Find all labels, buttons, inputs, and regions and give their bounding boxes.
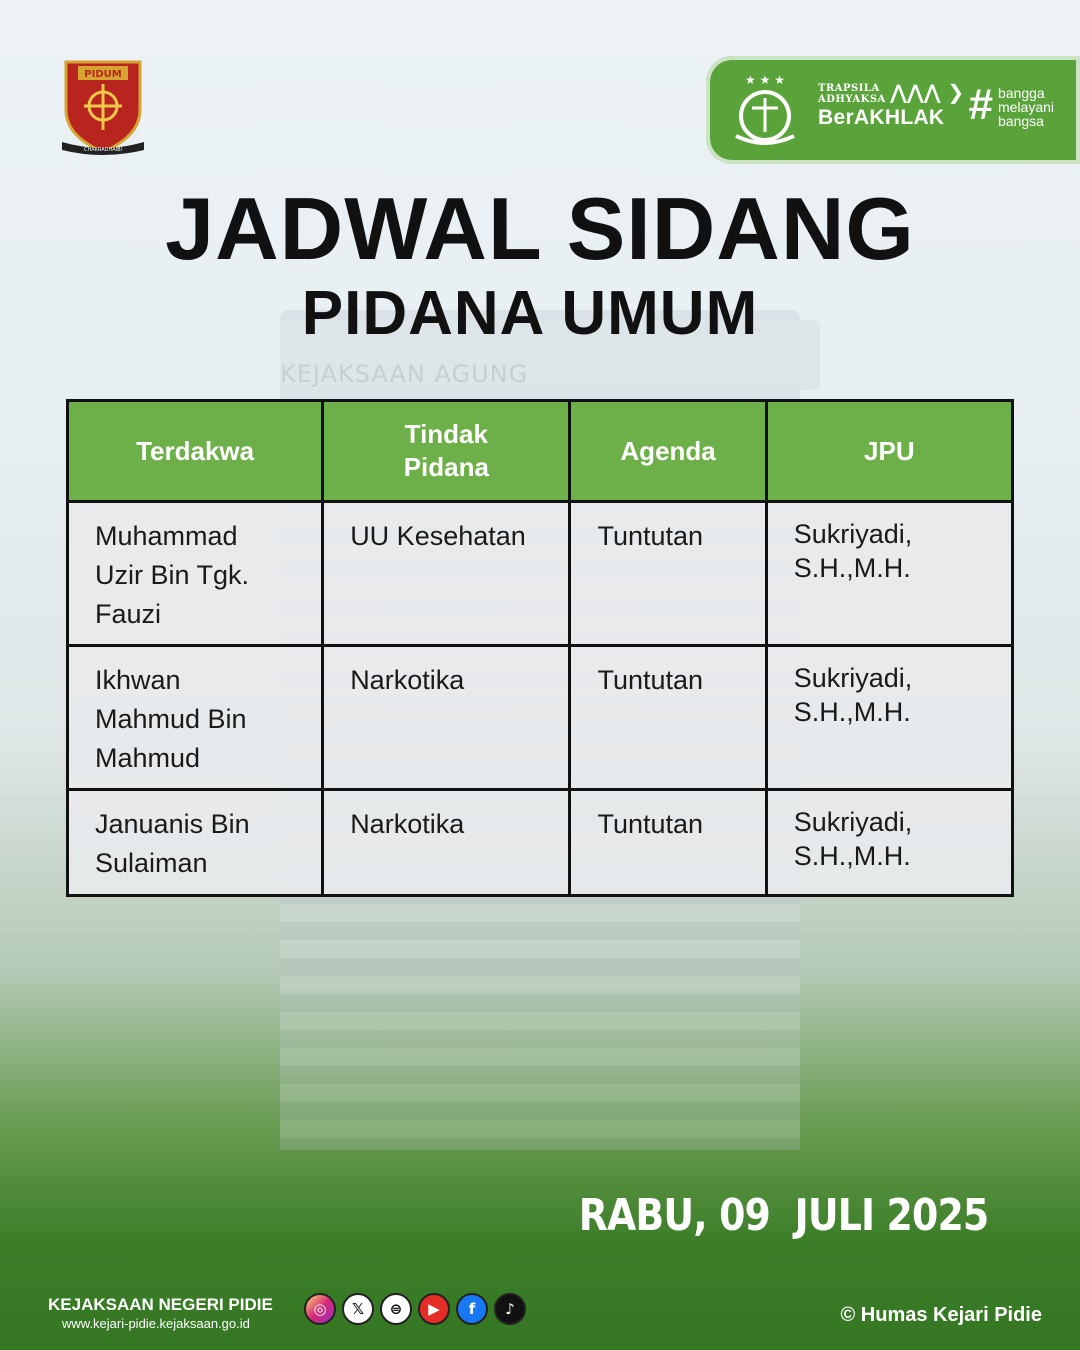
cell-agenda: Tuntutan <box>570 646 766 790</box>
column-header-terdakwa: Terdakwa <box>68 401 323 502</box>
badge-trapsila-text <box>818 83 886 105</box>
pidum-logo-banner: CHAKRADHAIBI <box>83 147 123 153</box>
instagram-icon[interactable]: ◎ <box>304 1293 336 1325</box>
badge-trapsila: TRAPSILA <box>818 83 880 94</box>
cell-agenda: Tuntutan <box>570 790 766 896</box>
cell-terdakwa: Januanis Bin Sulaiman <box>68 790 323 896</box>
cell-tindak-pidana: Narkotika <box>323 646 570 790</box>
table-header-row <box>68 401 1013 502</box>
footer-org-name: KEJAKSAAN NEGERI PIDIE <box>48 1295 273 1314</box>
cell-tindak-pidana: Narkotika <box>323 790 570 896</box>
cell-agenda: Tuntutan <box>570 502 766 646</box>
footer-credit: © Humas Kejari Pidie <box>840 1304 1042 1326</box>
cell-terdakwa: Ikhwan Mahmud Bin Mahmud <box>68 646 323 790</box>
pidum-logo-text: PIDUM <box>84 69 122 80</box>
page-subtitle: PIDANA UMUM <box>301 279 759 348</box>
web-icon[interactable]: ⊜ <box>380 1293 412 1325</box>
youtube-icon[interactable]: ▶ <box>418 1293 450 1325</box>
cell-jpu: Sukriyadi, S.H.,M.H. <box>766 502 1012 646</box>
tagline-line-1: bangga <box>998 85 1045 101</box>
kejaksaan-emblem-icon <box>728 70 802 150</box>
column-header-tindak-pidana: Tindak Pidana <box>323 401 570 502</box>
social-icons <box>304 1293 526 1325</box>
schedule-table <box>66 399 1014 897</box>
badge-berakhlak: BerAKHLAK <box>818 106 945 129</box>
cell-tindak-pidana: UU Kesehatan <box>323 502 570 646</box>
page-title: JADWAL SIDANG <box>165 179 915 278</box>
badge-chevrons-icon: ⋀⋀⋀ ❯ <box>890 80 965 104</box>
badge-adhyaksa: ADHYAKSA <box>818 94 886 105</box>
building-sign: KEJAKSAAN AGUNG <box>280 360 529 388</box>
table-row <box>68 502 1013 646</box>
column-header-jpu: JPU <box>766 401 1012 502</box>
cell-jpu: Sukriyadi, S.H.,M.H. <box>766 790 1012 896</box>
column-header-agenda: Agenda <box>570 401 766 502</box>
schedule-date: RABU, 09 JULI 2025 <box>578 1190 988 1241</box>
pidum-logo <box>60 56 146 158</box>
cell-terdakwa: Muhammad Uzir Bin Tgk. Fauzi <box>68 502 323 646</box>
table-row <box>68 790 1013 896</box>
tagline-line-3: bangsa <box>998 113 1044 129</box>
berakhlak-badge <box>706 56 1080 164</box>
footer-website-link[interactable]: www.kejari-pidie.kejaksaan.go.id <box>62 1316 250 1331</box>
facebook-icon[interactable]: f <box>456 1293 488 1325</box>
tagline-line-2: melayani <box>998 99 1055 115</box>
badge-tagline <box>998 86 1054 128</box>
hashtag-icon: # <box>968 80 993 129</box>
cell-jpu: Sukriyadi, S.H.,M.H. <box>766 646 1012 790</box>
x-icon[interactable]: 𝕏 <box>342 1293 374 1325</box>
svg-text:★ ★ ★: ★ ★ ★ <box>745 73 785 87</box>
tiktok-icon[interactable]: ♪ <box>494 1293 526 1325</box>
table-row <box>68 646 1013 790</box>
